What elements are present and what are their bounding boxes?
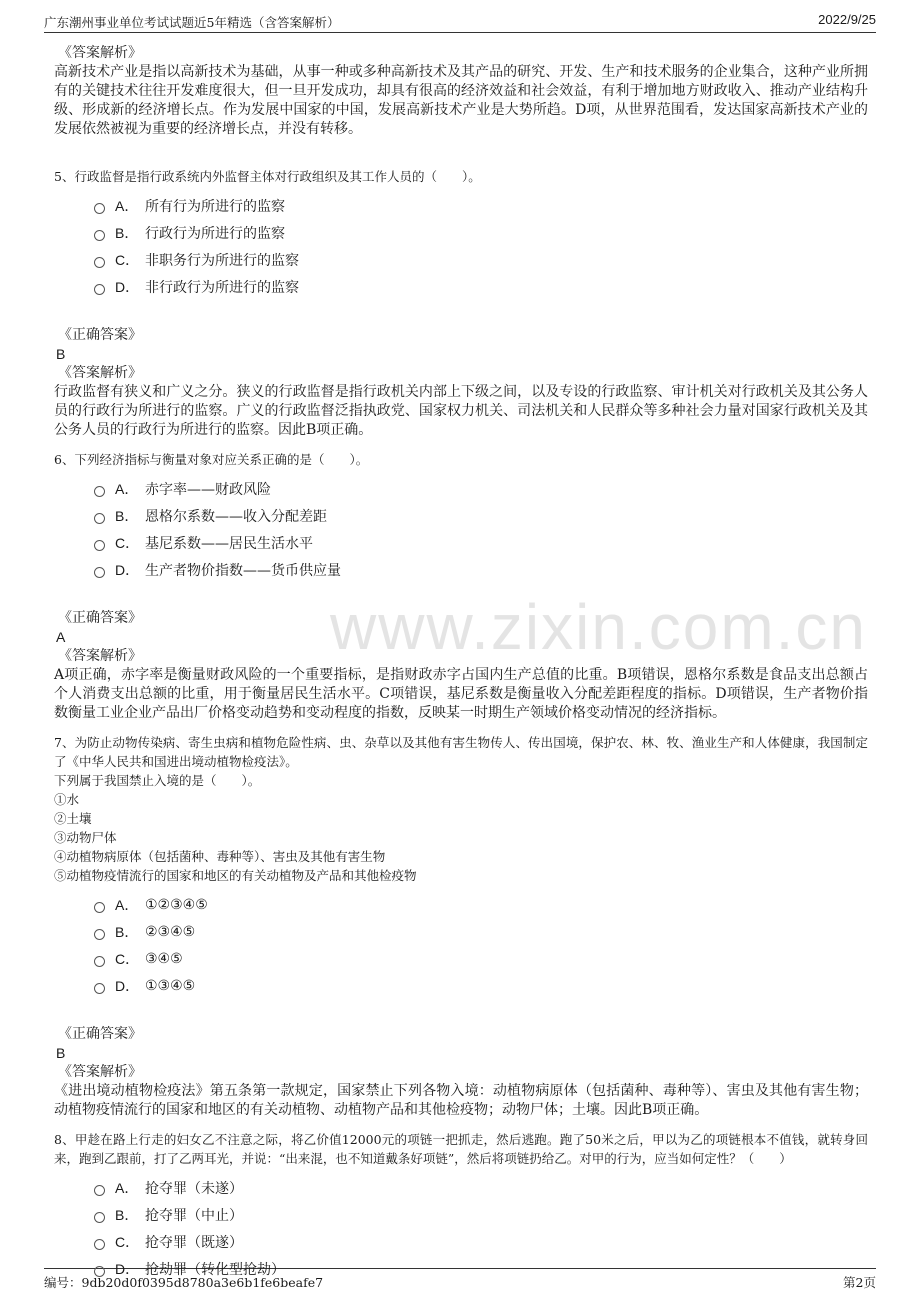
answer-value: A — [56, 629, 66, 645]
radio-icon[interactable] — [94, 1212, 105, 1223]
option-label: C． — [115, 251, 140, 268]
radio-icon[interactable] — [94, 257, 105, 268]
options — [94, 891, 868, 999]
options — [94, 475, 868, 583]
option-b[interactable] — [94, 918, 868, 945]
radio-icon[interactable] — [94, 540, 105, 551]
answer-label: 《正确答案》 — [58, 327, 142, 343]
option-d[interactable] — [94, 556, 868, 583]
question-6 — [54, 450, 868, 723]
option-a[interactable] — [94, 192, 868, 219]
radio-icon[interactable] — [94, 284, 105, 295]
option-label: D． — [115, 1260, 140, 1277]
option-a[interactable] — [94, 1174, 868, 1201]
analysis-label: 《答案解析》 — [58, 45, 142, 61]
radio-icon[interactable] — [94, 956, 105, 967]
option-d[interactable] — [94, 1255, 868, 1282]
option-text: ①②③④⑤ — [145, 896, 208, 913]
option-label: D． — [115, 278, 140, 295]
question-text: 8、甲趁在路上行走的妇女乙不注意之际，将乙价值12000元的项链一把抓走，然后逃跑。跑了50米之后，甲以为乙的项链根本不值钱，就转身回来，跑到乙跟前，打了乙两耳光，并说：“出来混，也不知道戴条好项链”，然后将项链扔给乙。对甲的行为，应当如何定性？（ ） — [54, 1132, 868, 1166]
option-text: 赤字率——财政风险 — [145, 481, 271, 498]
option-text: 抢夺罪（既遂） — [145, 1234, 243, 1251]
option-c[interactable] — [94, 945, 868, 972]
page-content — [54, 44, 868, 1282]
doc-code: 编号：9db20d0f0395d8780a3e6b1fe6beafe7 — [44, 1275, 324, 1290]
answer-label: 《正确答案》 — [58, 610, 142, 626]
option-text: 抢劫罪（转化型抢劫） — [145, 1261, 285, 1278]
question-8 — [54, 1130, 868, 1282]
option-text: 行政行为所进行的监察 — [145, 225, 285, 242]
option-text: 抢夺罪（未遂） — [145, 1180, 243, 1197]
option-label: A． — [115, 1179, 139, 1196]
option-a[interactable] — [94, 475, 868, 502]
question-item-5: ⑤动植物疫情流行的国家和地区的有关动植物及产品和其他检疫物 — [54, 868, 417, 883]
question-item-3: ③动物尸体 — [54, 830, 117, 845]
option-text: 非行政行为所进行的监察 — [145, 279, 299, 296]
question-item-4: ④动植物病原体（包括菌种、毒种等）、害虫及其他有害生物 — [54, 849, 386, 864]
option-text: 基尼系数——居民生活水平 — [145, 535, 313, 552]
question-item-1: ①水 — [54, 792, 80, 807]
option-c[interactable] — [94, 1228, 868, 1255]
option-a[interactable] — [94, 891, 868, 918]
option-label: A． — [115, 480, 139, 497]
option-b[interactable] — [94, 502, 868, 529]
question-7 — [54, 733, 868, 1120]
options — [94, 192, 868, 300]
question-prompt: 下列属于我国禁止入境的是（ ）。 — [54, 773, 261, 788]
analysis-label: 《答案解析》 — [58, 648, 142, 664]
option-text: 生产者物价指数——货币供应量 — [145, 562, 341, 579]
options — [94, 1174, 868, 1282]
question-text: 5、行政监督是指行政系统内外监督主体对行政组织及其工作人员的（ ）。 — [54, 169, 481, 184]
option-b[interactable] — [94, 1201, 868, 1228]
analysis-label: 《答案解析》 — [58, 1064, 142, 1080]
option-d[interactable] — [94, 972, 868, 999]
doc-title: 广东潮州事业单位考试试题近5年精选（含答案解析） — [44, 15, 340, 30]
answer-value: B — [56, 346, 66, 362]
watermark: www.zixin.com.cn — [330, 591, 867, 663]
answer-label: 《正确答案》 — [58, 1026, 142, 1042]
option-b[interactable] — [94, 219, 868, 246]
analysis-text: 高新技术产业是指以高新技术为基础，从事一种或多种高新技术及其产品的研究、开发、生产和技术服务的企业集合，这种产业所拥有的关键技术往往开发难度很大，但一旦开发成功，却具有很高的经济效益和社会效益，有利于增加地方财政收入、推动产业结构升级、形成新的经济增长点。作为发展中国家的中国，发展高新技术产业是大势所趋。D项，从世界范围看，发达国家高新技术产业的发展依然被视为重要的经济增长点，并没有转移。 — [54, 64, 868, 137]
radio-icon[interactable] — [94, 1266, 105, 1277]
radio-icon[interactable] — [94, 567, 105, 578]
question-text: 6、下列经济指标与衡量对象对应关系正确的是（ ）。 — [54, 452, 369, 467]
analysis-label: 《答案解析》 — [58, 365, 142, 381]
option-text: 抢夺罪（中止） — [145, 1207, 243, 1224]
analysis-text: 行政监督有狭义和广义之分。狭义的行政监督是指行政机关内部上下级之间，以及专设的行政监察、审计机关对行政机关及其公务人员的行政行为所进行的监察。广义的行政监督泛指执政党、国家权力机关、司法机关和人民群众等多种社会力量对国家行政机关及其公务人员的行政行为所进行的监察。因此B项正确。 — [54, 384, 868, 438]
page-header — [44, 10, 876, 33]
radio-icon[interactable] — [94, 983, 105, 994]
radio-icon[interactable] — [94, 486, 105, 497]
option-label: B． — [115, 923, 139, 940]
option-label: C． — [115, 950, 140, 967]
option-text: ③④⑤ — [145, 950, 183, 967]
option-text: ②③④⑤ — [145, 923, 196, 940]
option-c[interactable] — [94, 529, 868, 556]
radio-icon[interactable] — [94, 929, 105, 940]
question-text: 7、为防止动物传染病、寄生虫病和植物危险性病、虫、杂草以及其他有害生物传人、传出国境，保护农、林、牧、渔业生产和人体健康，我国制定了《中华人民共和国进出境动植物检疫法》。 — [54, 735, 868, 769]
question-item-2: ②土壤 — [54, 811, 92, 826]
radio-icon[interactable] — [94, 203, 105, 214]
option-text: 恩格尔系数——收入分配差距 — [145, 508, 327, 525]
option-label: A． — [115, 197, 139, 214]
option-label: D． — [115, 977, 140, 994]
option-d[interactable] — [94, 273, 868, 300]
radio-icon[interactable] — [94, 230, 105, 241]
option-label: B． — [115, 1206, 139, 1223]
option-text: 非职务行为所进行的监察 — [145, 252, 299, 269]
analysis-text: A项正确，赤字率是衡量财政风险的一个重要指标，是指财政赤字占国内生产总值的比重。B项错误，恩格尔系数是食品支出总额占个人消费支出总额的比重，用于衡量居民生活水平。C项错误，基尼系数是衡量收入分配差距程度的指标。D项错误，生产者物价指数衡量工业企业产品出厂价格变动趋势和变动程度的指数，反映某一时期生产领域价格变动情况的经济指标。 — [54, 667, 868, 721]
radio-icon[interactable] — [94, 1185, 105, 1196]
question-5 — [54, 167, 868, 440]
option-label: B． — [115, 224, 139, 241]
option-text: ①③④⑤ — [145, 977, 196, 994]
analysis-text: 《进出境动植物检疫法》第五条第一款规定，国家禁止下列各物入境：动植物病原体（包括菌种、毒种等）、害虫及其他有害生物；动植物疫情流行的国家和地区的有关动植物、动植物产品和其他检疫物；动物尸体；土壤。因此B项正确。 — [54, 1083, 868, 1118]
option-label: D． — [115, 561, 140, 578]
answer-value: B — [56, 1045, 66, 1061]
doc-date: 2022/9/25 — [818, 12, 876, 27]
option-text: 所有行为所进行的监察 — [145, 198, 285, 215]
option-label: C． — [115, 534, 140, 551]
page-number: 第2页 — [843, 1275, 876, 1290]
q4-analysis-block — [54, 44, 868, 139]
option-label: B． — [115, 507, 139, 524]
option-label: A． — [115, 896, 139, 913]
option-c[interactable] — [94, 246, 868, 273]
option-label: C． — [115, 1233, 140, 1250]
radio-icon[interactable] — [94, 1239, 105, 1250]
radio-icon[interactable] — [94, 902, 105, 913]
radio-icon[interactable] — [94, 513, 105, 524]
